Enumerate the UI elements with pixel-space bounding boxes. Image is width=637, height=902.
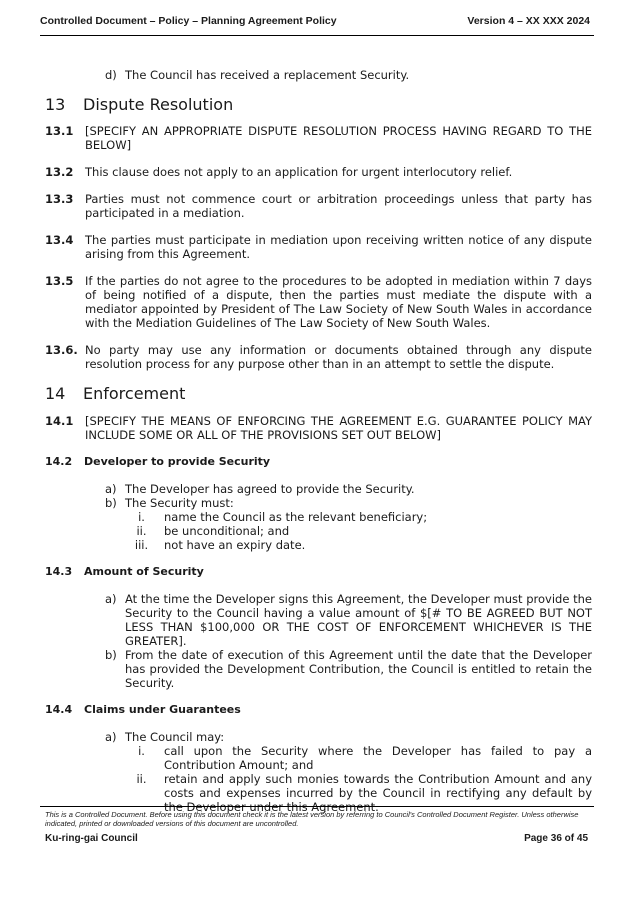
- clause-text: The parties must participate in mediation upon receiving written notice of any dispute arising from this Agreement.: [85, 233, 592, 261]
- list-item-d: [105, 68, 592, 82]
- clause-number: 13.1: [45, 124, 74, 138]
- list-text: The Council may:: [125, 730, 225, 744]
- sublist-marker: i.: [138, 510, 145, 524]
- sublist-item-ii: [125, 524, 592, 538]
- sublist-text: call upon the Security where the Developer has failed to pay a Contribution Amount; and: [164, 744, 592, 772]
- clause-text: No party may use any information or documents obtained through any dispute resolution process for any purpose other than in an attempt to settle the dispute.: [85, 343, 592, 371]
- clause-number: 13.3: [45, 192, 74, 206]
- list-item-a: [105, 482, 592, 496]
- clause-heading: Developer to provide Security: [84, 455, 271, 468]
- sublist-text: not have an expiry date.: [164, 538, 306, 552]
- list-marker: b): [105, 496, 117, 510]
- sublist-marker: i.: [138, 744, 145, 758]
- clause-13-3: [45, 192, 592, 220]
- header-version: Version 4 – XX XXX 2024: [467, 15, 590, 27]
- clause-14-2-heading: [45, 455, 592, 469]
- clause-text: If the parties do not agree to the procedures to be adopted in mediation within 7 days of being notified of a dispute, then the parties must mediate the dispute with a mediator appointed by President of The Law Society of New South Wales in accordance with the Mediation Guidelines of The Law Society of New South Wales.: [85, 274, 592, 330]
- clause-number: 13.6.: [45, 343, 78, 357]
- clause-13-2: [45, 165, 592, 179]
- list-item-b: [105, 496, 592, 510]
- clause-13-6: [45, 343, 592, 371]
- list-text: The Developer has agreed to provide the Security.: [125, 482, 415, 496]
- header-divider: [40, 35, 594, 36]
- sublist-marker: ii.: [136, 772, 147, 786]
- clause-13-4: [45, 233, 592, 261]
- clause-heading: Amount of Security: [84, 565, 204, 578]
- list-item-a: [105, 730, 592, 744]
- sublist-item-iii: [125, 538, 592, 552]
- list-marker: a): [105, 592, 117, 606]
- list-marker: a): [105, 482, 117, 496]
- clause-number: 13.4: [45, 233, 74, 247]
- document-body: [45, 68, 592, 814]
- list-text: From the date of execution of this Agreement until the date that the Developer has provided the Development Contribution, the Council is entitled to retain the Security.: [125, 648, 592, 690]
- sublist-text: retain and apply such monies towards the Contribution Amount and any costs and expenses incurred by the Council in rectifying any default by the Developer under this Agreement.: [164, 772, 592, 814]
- footer-divider: [40, 806, 594, 807]
- clause-text: [SPECIFY AN APPROPRIATE DISPUTE RESOLUTION PROCESS HAVING REGARD TO THE BELOW]: [85, 124, 592, 152]
- list-marker: a): [105, 730, 117, 744]
- list-text: The Security must:: [125, 496, 234, 510]
- footer-organisation: Ku-ring-gai Council: [45, 833, 138, 844]
- sublist-text: name the Council as the relevant beneficiary;: [164, 510, 428, 524]
- sublist-item-i: [125, 510, 592, 524]
- clause-number: 14.3: [45, 565, 73, 578]
- clause-text: This clause does not apply to an application for urgent interlocutory relief.: [85, 165, 513, 179]
- list-item-a: [105, 592, 592, 648]
- sublist-item-i: [125, 744, 592, 772]
- clause-number: 14.4: [45, 703, 73, 716]
- header-document-title: Controlled Document – Policy – Planning Agreement Policy: [40, 15, 337, 27]
- sublist-marker: ii.: [136, 524, 147, 538]
- section-14-heading: [45, 384, 592, 404]
- sublist-marker: iii.: [134, 538, 149, 552]
- section-number: 13: [45, 95, 66, 114]
- page-header: [40, 15, 590, 27]
- clause-13-5: [45, 274, 592, 330]
- sublist-text: be unconditional; and: [164, 524, 290, 538]
- section-title: Dispute Resolution: [83, 95, 234, 114]
- clause-13-1: [45, 124, 592, 152]
- page-number: Page 36 of 45: [524, 833, 588, 844]
- list-marker: d): [105, 68, 117, 82]
- clause-number: 13.5: [45, 274, 74, 288]
- clause-text: Parties must not commence court or arbitration proceedings unless that party has participated in a mediation.: [85, 192, 592, 220]
- clause-heading: Claims under Guarantees: [84, 703, 241, 716]
- clause-14-4-heading: [45, 703, 592, 717]
- list-text: The Council has received a replacement Security.: [125, 68, 410, 82]
- sublist-item-ii: [125, 772, 592, 814]
- controlled-document-notice: This is a Controlled Document. Before using this document check it is the latest version by referring to Council's Controlled Document Register. Unless otherwise indicated, printed or downloaded versions of this document are uncontrolled.: [45, 810, 579, 828]
- clause-14-3-heading: [45, 565, 592, 579]
- section-number: 14: [45, 384, 66, 403]
- clause-number: 14.2: [45, 455, 73, 468]
- clause-number: 13.2: [45, 165, 74, 179]
- clause-14-1: [45, 414, 592, 442]
- clause-number: 14.1: [45, 414, 74, 428]
- section-13-heading: [45, 95, 592, 115]
- list-item-b: [105, 648, 592, 690]
- list-marker: b): [105, 648, 117, 662]
- clause-text: [SPECIFY THE MEANS OF ENFORCING THE AGREEMENT E.G. GUARANTEE POLICY MAY INCLUDE SOME OR ALL OF THE PROVISIONS SET OUT BELOW]: [85, 414, 592, 442]
- page-footer: [45, 833, 588, 844]
- list-text: At the time the Developer signs this Agreement, the Developer must provide the Security to the Council having a value amount of $[# TO BE AGREED BUT NOT LESS THAN $100,000 OR THE COST OF ENFORCEMENT WHICHEVER IS THE GREATER].: [125, 592, 592, 648]
- section-title: Enforcement: [83, 384, 186, 403]
